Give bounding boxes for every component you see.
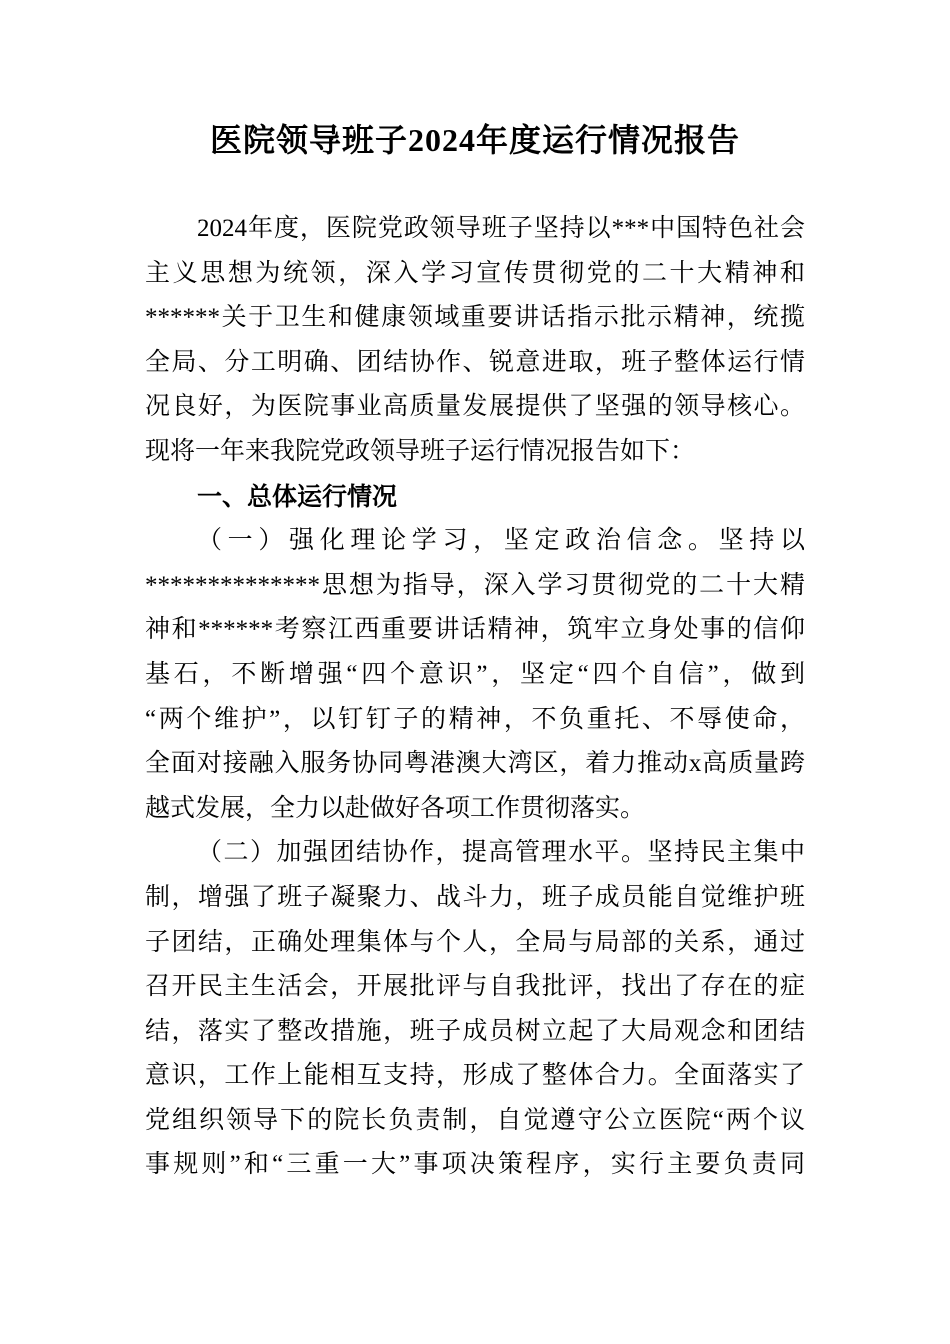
text-line: 况良好，为医院事业高质量发展提供了坚强的领导核心。 [145, 393, 805, 421]
document-title: 医院领导班子2024年度运行情况报告 [209, 122, 740, 158]
text-line: 基石，不断增强“四个意识”，坚定“四个自信”，做到 [145, 660, 805, 688]
text-line: ******关于卫生和健康领域重要讲话指示批示精神，统揽 [145, 304, 805, 332]
section-heading-text: 一、总体运行情况 [197, 482, 398, 511]
paragraph [145, 519, 805, 831]
text-line: 越式发展，全力以赴做好各项工作贯彻落实。 [145, 794, 646, 822]
text-line: 召开民主生活会，开展批评与自我批评，找出了存在的症 [145, 973, 805, 1001]
document-body [145, 207, 805, 1188]
text-line: 事规则”和“三重一大”事项决策程序，实行主要负责同 [145, 1151, 805, 1179]
text-line: 神和******考察江西重要讲话精神，筑牢立身处事的信仰 [145, 616, 805, 644]
text-line: 结，落实了整改措施，班子成员树立起了大局观念和团结 [145, 1017, 805, 1045]
paragraph [145, 831, 805, 1188]
text-line: 党组织领导下的院长负责制，自觉遵守公立医院“两个议 [145, 1106, 805, 1134]
text-line: 全面对接融入服务协同粤港澳大湾区，着力推动x高质量跨 [145, 750, 805, 778]
text-line: 意识，工作上能相互支持，形成了整体合力。全面落实了 [145, 1062, 805, 1090]
text-line: 2024年度，医院党政领导班子坚持以***中国特色社会 [197, 215, 805, 242]
text-line: 主义思想为统领，深入学习宣传贯彻党的二十大精神和 [145, 259, 805, 287]
text-line: 制，增强了班子凝聚力、战斗力，班子成员能自觉维护班 [145, 883, 805, 911]
text-line: **************思想为指导，深入学习贯彻党的二十大精 [145, 571, 805, 599]
text-line: （二）加强团结协作，提高管理水平。坚持民主集中 [197, 839, 805, 867]
text-line: 全局、分工明确、团结协作、锐意进取，班子整体运行情 [145, 348, 805, 376]
section-heading [145, 475, 805, 520]
text-line: “两个维护”，以钉钉子的精神，不负重托、不辱使命， [145, 705, 805, 733]
paragraph [145, 207, 805, 475]
text-line: 现将一年来我院党政领导班子运行情况报告如下： [145, 437, 696, 465]
text-line: （一）强化理论学习，坚定政治信念。坚持以 [197, 527, 805, 555]
text-line: 子团结，正确处理集体与个人，全局与局部的关系，通过 [145, 928, 805, 956]
